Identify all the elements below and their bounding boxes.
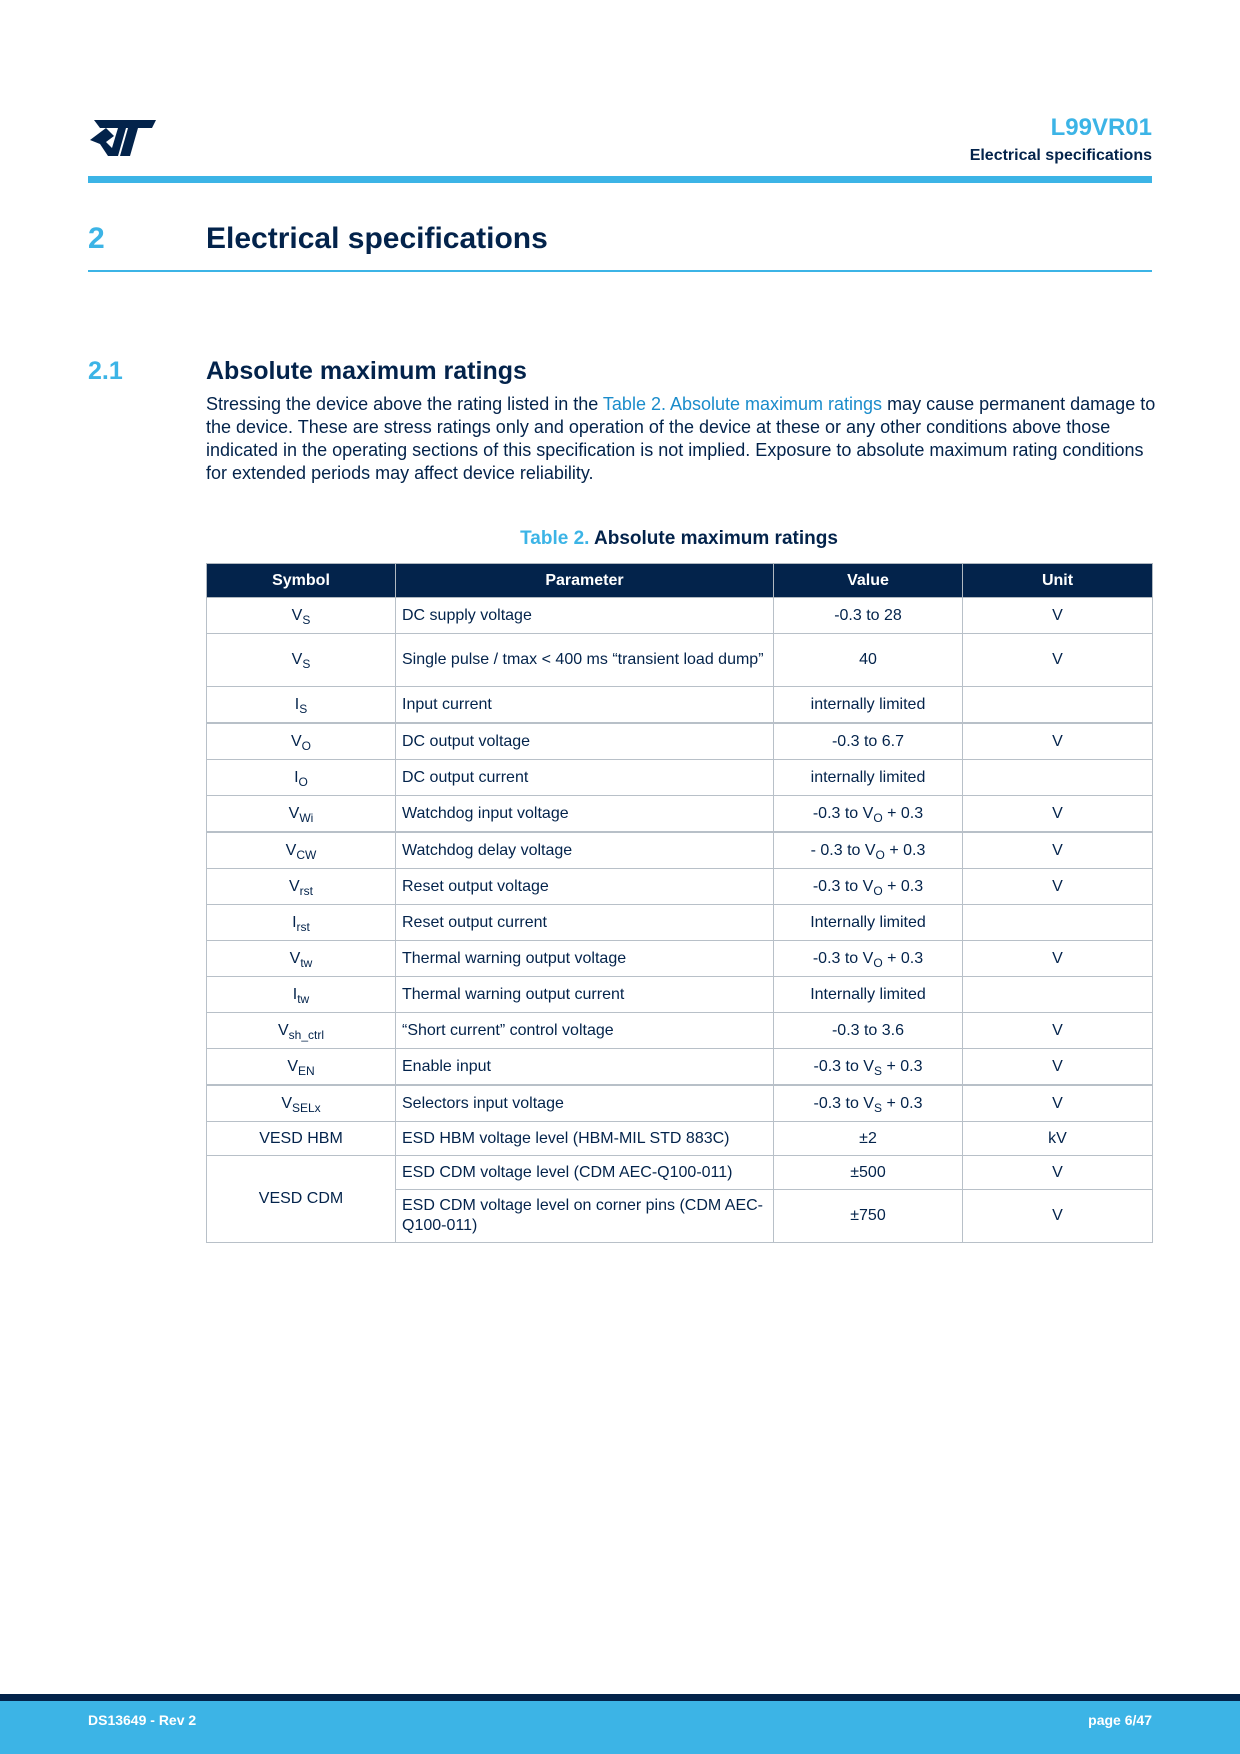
symbol-cell: $V_{SELx}$ [207, 1085, 396, 1122]
table-row [207, 869, 1153, 905]
symbol-cell: $V_{EN}$ [207, 1049, 396, 1086]
parameter-cell: Enable input [396, 1049, 774, 1086]
table-row [207, 1049, 1153, 1086]
table-row [207, 598, 1153, 634]
table-row [207, 1156, 1153, 1190]
section-number: 2 [88, 222, 105, 255]
value-cell: internally limited [774, 760, 963, 796]
parameter-cell: Watchdog delay voltage [396, 832, 774, 869]
table-reference-link[interactable]: Table 2. Absolute maximum ratings [602, 394, 883, 414]
value-cell: -0.3 to $V_O + 0.3$ [774, 869, 963, 905]
table-header-row [207, 564, 1153, 598]
section-heading [88, 222, 1152, 272]
col-header-unit: Unit [963, 564, 1153, 598]
unit-cell [963, 977, 1153, 1013]
symbol-cell: VESD HBM [207, 1122, 396, 1156]
value-cell: -0.3 to $V_S + 0.3$ [774, 1049, 963, 1086]
footer-divider [0, 1694, 1240, 1701]
table-row [207, 760, 1153, 796]
parameter-cell: DC output voltage [396, 723, 774, 760]
value-cell: ±750 [774, 1190, 963, 1243]
parameter-cell: Thermal warning output current [396, 977, 774, 1013]
absolute-maximum-ratings-table [206, 563, 1153, 1243]
value-cell: -0.3 to 3.6 [774, 1013, 963, 1049]
header-section: Electrical specifications [969, 147, 1152, 164]
parameter-cell: ESD CDM voltage level (CDM AEC-Q100-011) [396, 1156, 774, 1190]
unit-cell: V [963, 634, 1153, 687]
table-row [207, 977, 1153, 1013]
table-row [207, 1085, 1153, 1122]
value-cell: Internally limited [774, 905, 963, 941]
symbol-cell: $V_{sh\_ctrl}$ [207, 1013, 396, 1049]
page-header [970, 113, 1152, 167]
symbol-cell: $V_S$ [207, 598, 396, 634]
value-cell: -0.3 to $V_S + 0.3$ [774, 1085, 963, 1122]
parameter-cell: Watchdog input voltage [396, 796, 774, 833]
unit-cell: V [963, 1085, 1153, 1122]
unit-cell: V [963, 1049, 1153, 1086]
unit-cell: V [963, 1013, 1153, 1049]
parameter-cell: Reset output voltage [396, 869, 774, 905]
value-cell: ±500 [774, 1156, 963, 1190]
subsection-number: 2.1 [88, 357, 123, 385]
table-row [207, 941, 1153, 977]
symbol-cell: $V_O$ [207, 723, 396, 760]
subsection-title: Absolute maximum ratings [206, 357, 527, 385]
unit-cell: V [963, 598, 1153, 634]
col-header-value: Value [774, 564, 963, 598]
parameter-cell: Selectors input voltage [396, 1085, 774, 1122]
header-divider [88, 176, 1152, 183]
value-cell: ±2 [774, 1122, 963, 1156]
unit-cell [963, 905, 1153, 941]
value-cell: -0.3 to $V_O + 0.3$ [774, 941, 963, 977]
intro-text-after: may cause permanent damage to the device. These are stress ratings only and operation of the device at these or any other conditions above those indicated in the operating sections of this specification is not implied. Exposure to absolute maximum rating conditions for extended periods may affect device reliability. [206, 394, 1156, 483]
unit-cell: kV [963, 1122, 1153, 1156]
symbol-cell: $V_S$ [207, 634, 396, 687]
table-row [207, 634, 1153, 687]
unit-cell: V [963, 1190, 1153, 1243]
col-header-parameter: Parameter [396, 564, 774, 598]
symbol-cell: $I_O$ [207, 760, 396, 796]
intro-paragraph [206, 393, 1156, 485]
unit-cell: V [963, 796, 1153, 833]
page-number: page 6/47 [1088, 1712, 1152, 1728]
parameter-cell: DC output current [396, 760, 774, 796]
table-row [207, 796, 1153, 833]
symbol-cell: $I_{tw}$ [207, 977, 396, 1013]
parameter-cell: ESD HBM voltage level (HBM-MIL STD 883C) [396, 1122, 774, 1156]
value-cell: -0.3 to 28 [774, 598, 963, 634]
page-footer [0, 1694, 1240, 1754]
parameter-cell: ESD CDM voltage level on corner pins (CDM AEC-Q100-011) [396, 1190, 774, 1243]
value-cell: internally limited [774, 687, 963, 724]
table-row [207, 723, 1153, 760]
document-id: DS13649 - Rev 2 [88, 1712, 197, 1728]
symbol-cell: $I_S$ [207, 687, 396, 724]
symbol-cell: $I_{rst}$ [207, 905, 396, 941]
value-cell: - 0.3 to $V_O + 0.3$ [774, 832, 963, 869]
table-row [207, 905, 1153, 941]
unit-cell: V [963, 1156, 1153, 1190]
value-cell: -0.3 to $V_O + 0.3$ [774, 796, 963, 833]
table-row [207, 687, 1153, 724]
value-cell: -0.3 to 6.7 [774, 723, 963, 760]
subsection-heading [88, 357, 1152, 389]
value-cell: Internally limited [774, 977, 963, 1013]
symbol-cell: $V_{Wi}$ [207, 796, 396, 833]
unit-cell: V [963, 723, 1153, 760]
table-caption-label: Table 2. [520, 528, 590, 549]
parameter-cell: Input current [396, 687, 774, 724]
unit-cell [963, 687, 1153, 724]
parameter-cell: Thermal warning output voltage [396, 941, 774, 977]
col-header-symbol: Symbol [207, 564, 396, 598]
table-row [207, 1122, 1153, 1156]
parameter-cell: Single pulse / tmax < 400 ms “transient load dump” [396, 634, 774, 687]
st-logo-icon [88, 118, 158, 158]
symbol-cell: $V_{rst}$ [207, 869, 396, 905]
table-row [207, 832, 1153, 869]
table-caption [206, 527, 1152, 551]
section-title: Electrical specifications [206, 222, 548, 255]
unit-cell: V [963, 869, 1153, 905]
table-caption-title: Absolute maximum ratings [594, 528, 838, 549]
unit-cell [963, 760, 1153, 796]
table-row [207, 1013, 1153, 1049]
header-product: L99VR01 [1050, 114, 1152, 141]
symbol-cell: VESD CDM [207, 1156, 396, 1243]
parameter-cell: “Short current” control voltage [396, 1013, 774, 1049]
value-cell: 40 [774, 634, 963, 687]
parameter-cell: Reset output current [396, 905, 774, 941]
symbol-cell: $V_{CW}$ [207, 832, 396, 869]
parameter-cell: DC supply voltage [396, 598, 774, 634]
symbol-cell: $V_{tw}$ [207, 941, 396, 977]
unit-cell: V [963, 941, 1153, 977]
unit-cell: V [963, 832, 1153, 869]
intro-text-before: Stressing the device above the rating listed in the [206, 394, 603, 414]
